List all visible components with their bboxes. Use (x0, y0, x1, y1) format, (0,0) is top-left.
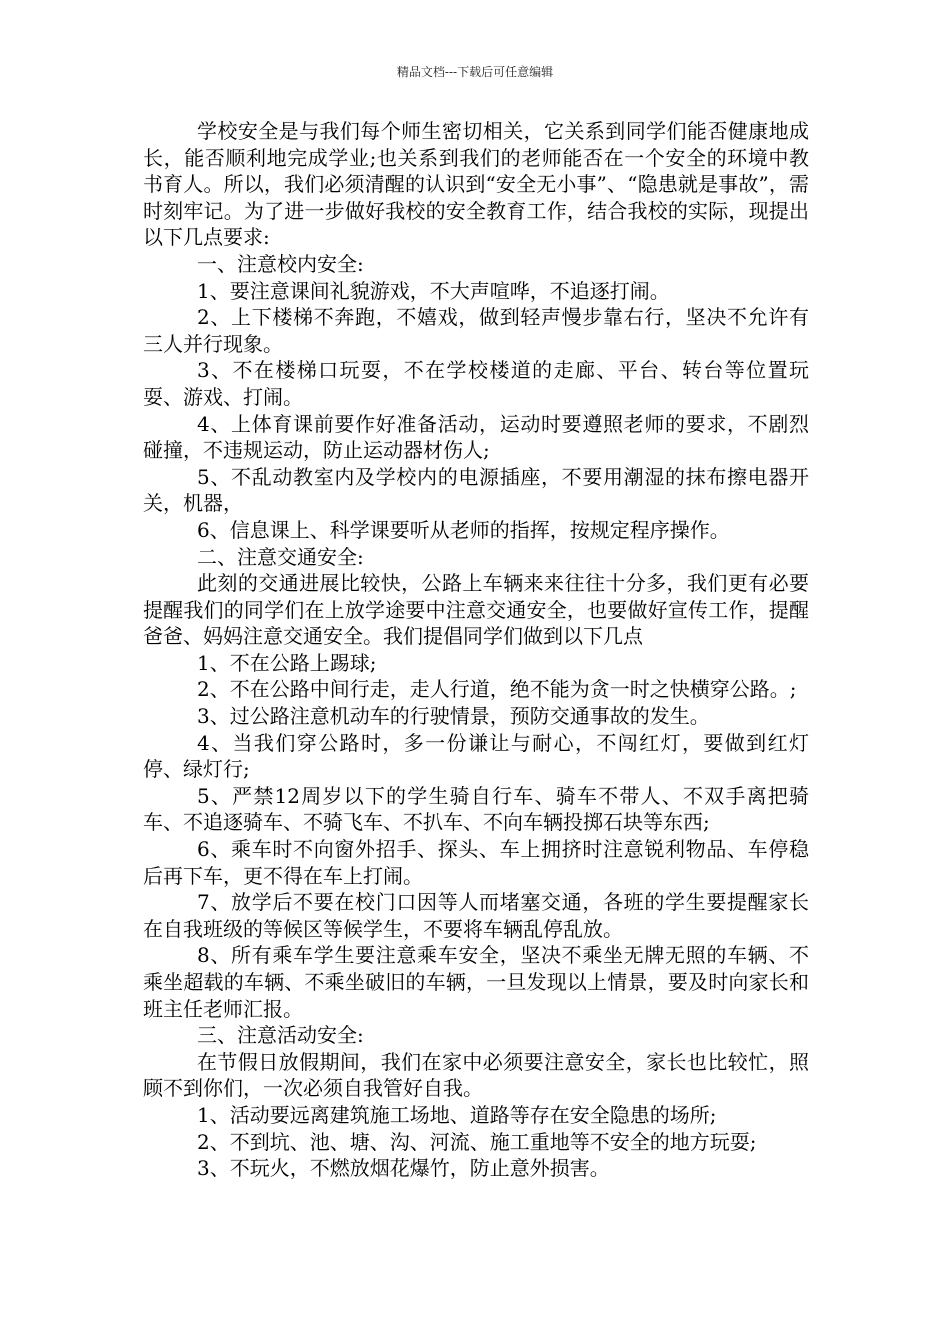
list-item: 3、不在楼梯口玩耍，不在学校楼道的走廊、平台、转台等位置玩耍、游戏、打闹。 (143, 358, 809, 409)
list-item: 5、不乱动教室内及学校内的电源插座，不要用潮湿的抹布擦电器开关，机器， (143, 464, 809, 516)
list-item: 2、不到坑、池、塘、沟、河流、施工重地等不安全的地方玩耍; (197, 1129, 757, 1154)
list-item: 8、所有乘车学生要注意乘车安全，坚决不乘坐无牌无照的车辆、不乘坐超载的车辆、不乘坐破旧的车辆，一旦发现以上情景，要及时向家长和班主任老师汇报。 (143, 943, 809, 1021)
list-item: 4、当我们穿公路时，多一份谦让与耐心，不闯红灯，要做到红灯停、绿灯行; (143, 730, 809, 782)
list-item: 1、要注意课间礼貌游戏，不大声喧哗，不追逐打闹。 (197, 278, 670, 303)
list-item: 1、活动要远离建筑施工场地、道路等存在安全隐患的场所; (197, 1102, 717, 1127)
section-heading-activity-safety: 三、注意活动安全: (197, 1023, 364, 1048)
intro-paragraph: 学校安全是与我们每个师生密切相关，它关系到同学们能否健康地成长，能否顺利地完成学业;也关系到我们的老师能否在一个安全的环境中教书育人。所以，我们必须清醒的认识到“安全无小事”、“隐患就是事故”，需时刻牢记。为了进一步做好我校的安全教育工作，结合我校的实际，现提出以下几点要求: (143, 119, 809, 250)
list-item: 6、乘车时不向窗外招手、探头、车上拥挤时注意锐利物品、车停稳后再下车，更不得在车上打闹。 (143, 837, 809, 888)
list-item: 3、不玩火，不燃放烟花爆竹，防止意外损害。 (197, 1156, 610, 1181)
list-item: 6、信息课上、科学课要听从老师的指挥，按规定程序操作。 (197, 517, 730, 542)
section-heading-campus-safety: 一、注意校内安全: (197, 251, 364, 276)
document-body (143, 118, 809, 1182)
list-item: 2、不在公路中间行走，走人行道，绝不能为贪一时之快横穿公路。; (197, 677, 797, 702)
section-heading-traffic-safety: 二、注意交通安全: (197, 544, 364, 569)
traffic-intro-paragraph: 此刻的交通进展比较快，公路上车辆来来往往十分多，我们更有必要提醒我们的同学们在上放学途要中注意交通安全，也要做好宣传工作，提醒爸爸、妈妈注意交通安全。我们提倡同学们做到以下几点 (143, 571, 809, 649)
list-item: 7、放学后不要在校门口因等人而堵塞交通，各班的学生要提醒家长在自我班级的等候区等候学生，不要将车辆乱停乱放。 (143, 890, 809, 941)
activity-intro-paragraph: 在节假日放假期间，我们在家中必须要注意安全，家长也比较忙，照顾不到你们，一次必须自我管好自我。 (143, 1049, 809, 1101)
page-header: 精品文档---下载后可任意编辑 (396, 65, 554, 79)
list-item: 1、不在公路上踢球; (197, 650, 377, 675)
list-item: 5、严禁12周岁以下的学生骑自行车、骑车不带人、不双手离把骑车、不追逐骑车、不骑飞车、不扒车、不向车辆投掷石块等东西; (143, 783, 809, 835)
list-item: 2、上下楼梯不奔跑，不嬉戏，做到轻声慢步靠右行，坚决不允许有三人并行现象。 (143, 305, 809, 356)
list-item: 4、上体育课前要作好准备活动，运动时要遵照老师的要求，不剧烈碰撞，不违规运动，防止运动器材伤人; (143, 411, 809, 463)
list-item: 3、过公路注意机动车的行驶情景，预防交通事故的发生。 (197, 704, 710, 729)
